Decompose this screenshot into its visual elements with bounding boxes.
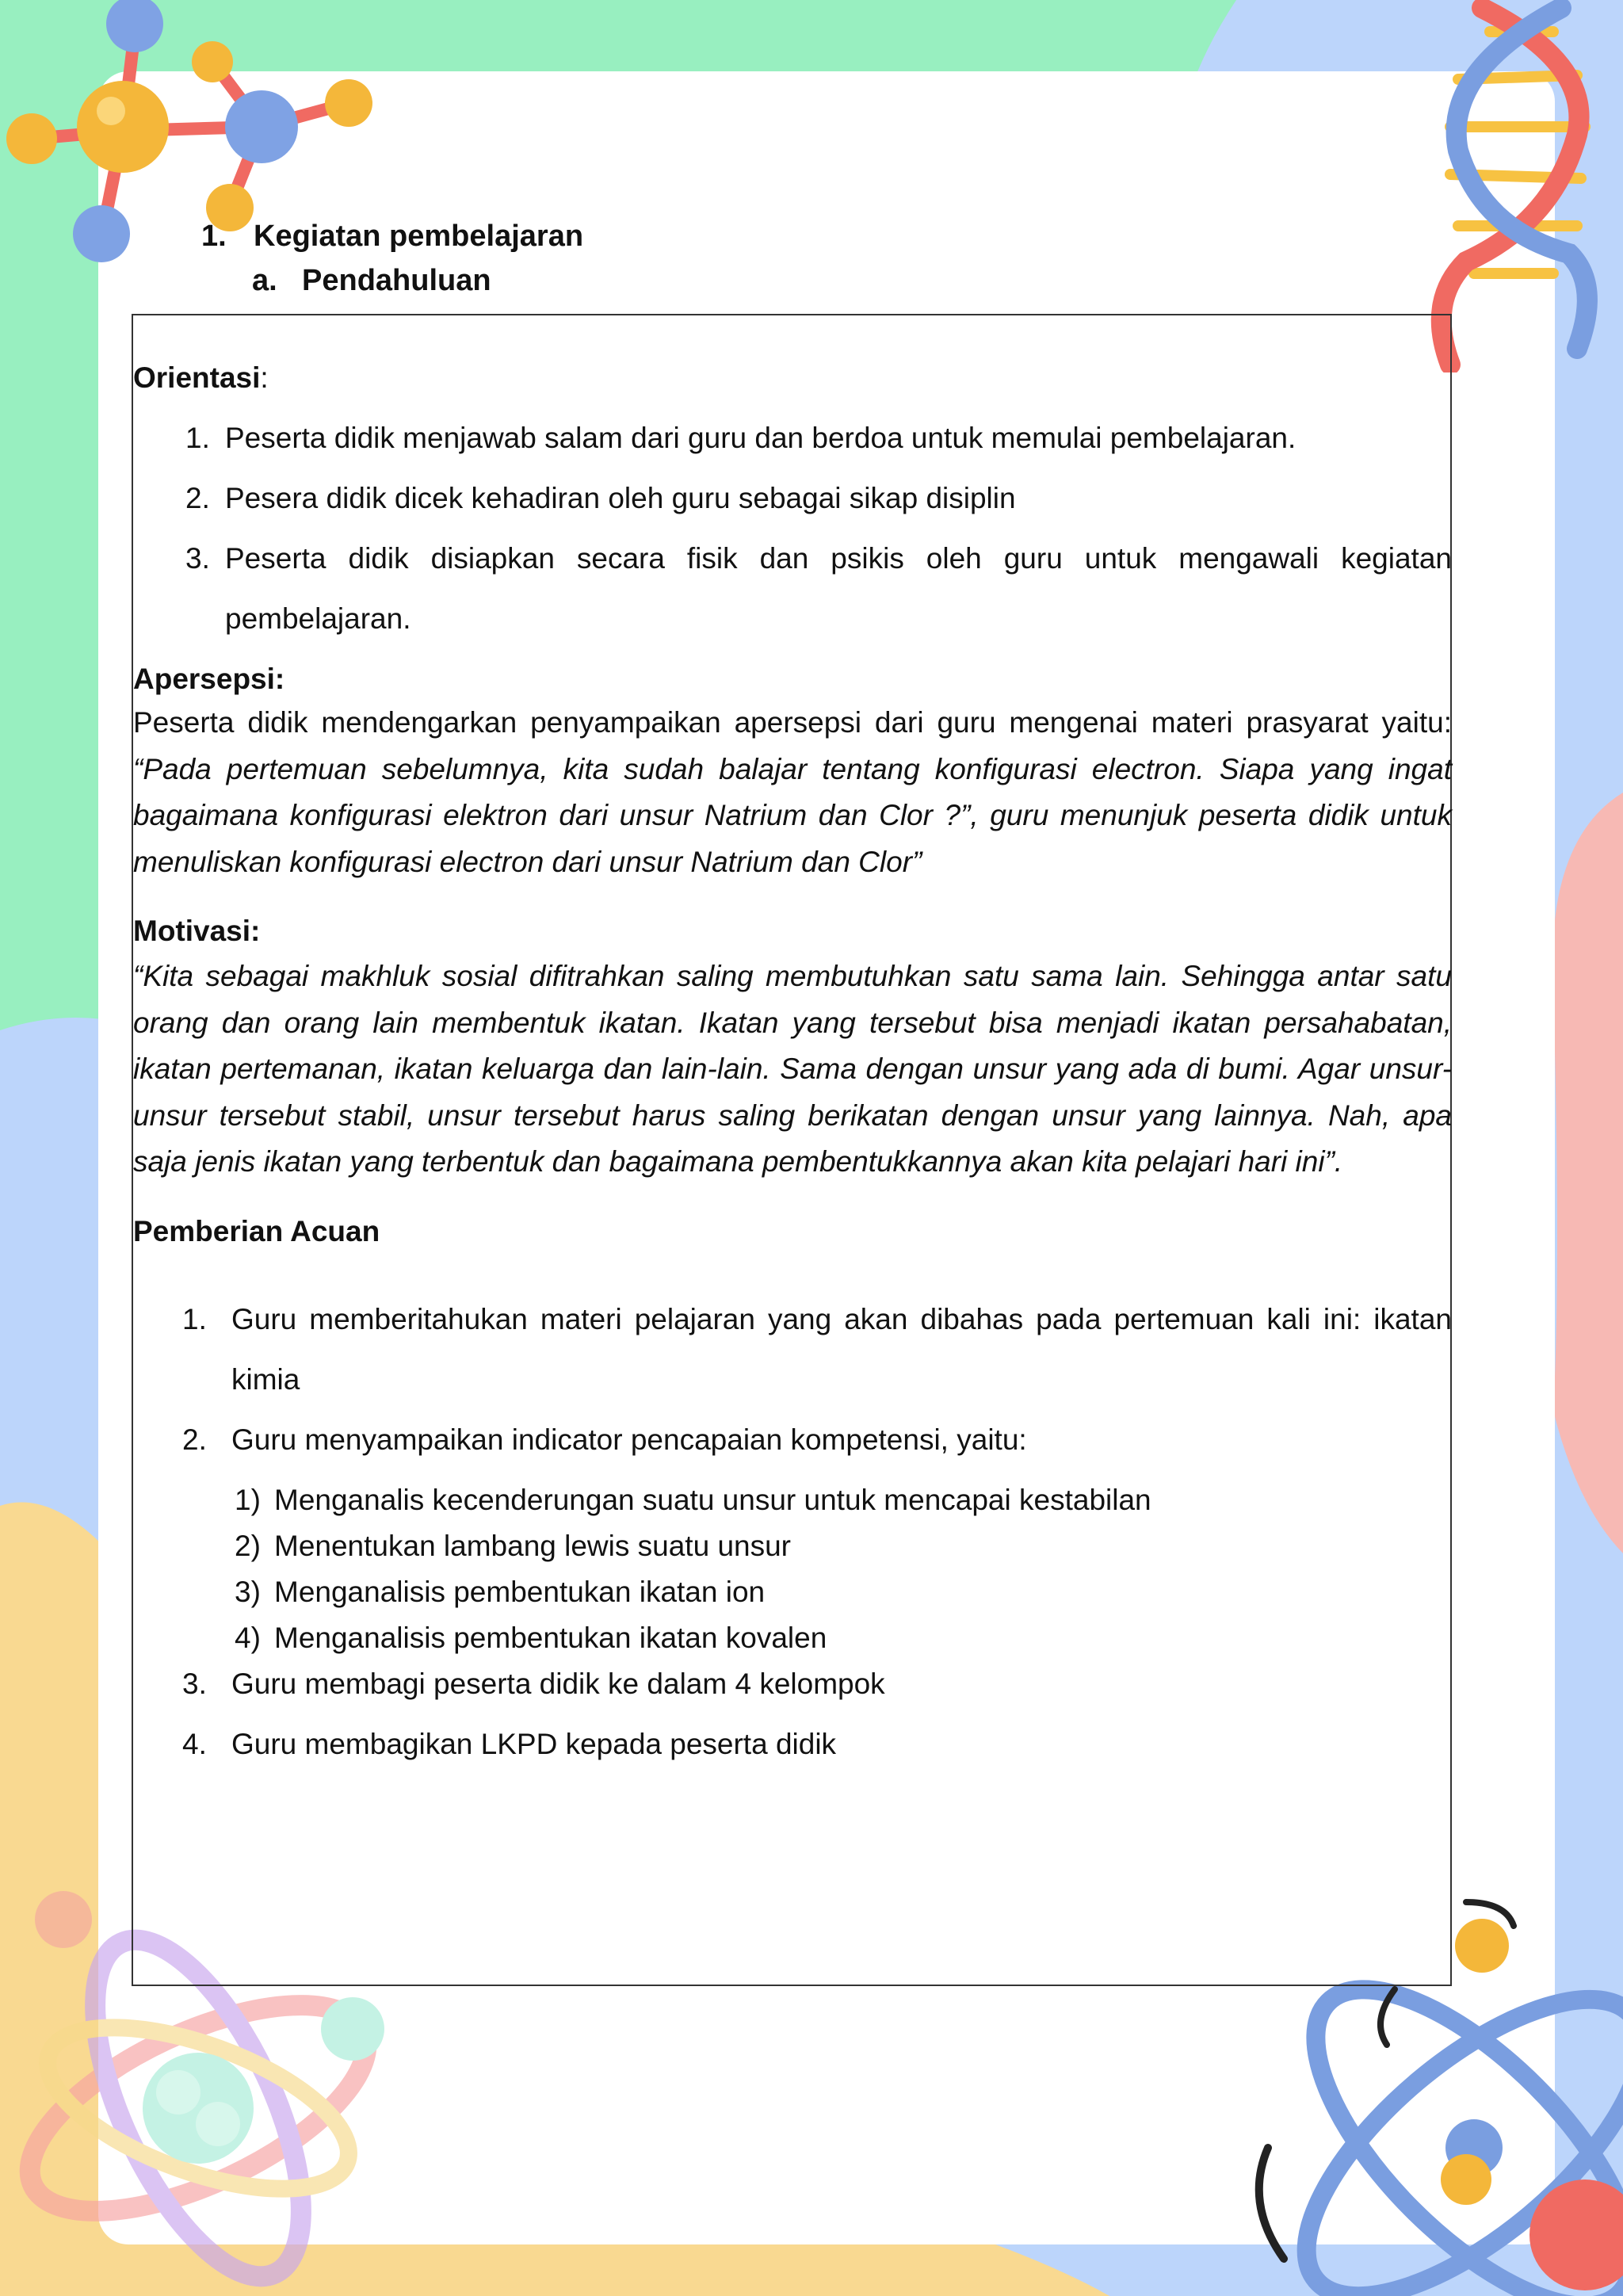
acuan-item-number: 4. [182, 1728, 207, 1760]
activity-box [132, 314, 1452, 1986]
orientasi-item-number: 3. [185, 542, 210, 575]
acuan-item-text-cont: kimia [231, 1363, 300, 1396]
indicator-number: 1) [235, 1484, 261, 1516]
apersepsi-intro: Peserta didik mendengarkan penyampaikan apersepsi dari guru mengenai materi prasyarat yaitu: [133, 706, 1452, 739]
subsection-title: Pendahuluan [302, 264, 491, 297]
indicator-number: 3) [235, 1576, 261, 1608]
acuan-item-number: 1. [182, 1303, 207, 1335]
acuan-item-text: Guru membagi peserta didik ke dalam 4 kelompok [231, 1668, 885, 1700]
indicator-text: Menganalisis pembentukan ikatan ion [274, 1576, 766, 1608]
subsection-heading [252, 260, 491, 301]
orientasi-item-text: Peserta didik disiapkan secara fisik dan psikis oleh guru untuk mengawali kegiatan [225, 542, 1452, 575]
motivasi-quote: “Kita sebagai makhluk sosial difitrahkan saling membutuhkan satu sama lain. Sehingga antar satu orang dan orang lain membentuk ikatan. Ikatan yang tersebut bisa menjadi ikatan persahabatan, ikatan pertemanan, ikatan keluarga dan lain-lain. Sama dengan unsur yang ada di bumi. Agar unsur-unsur tersebut stabil, unsur tersebut harus saling berikatan dengan unsur yang lainnya. Nah, apa saja jenis ikatan yang terbentuk dan bagaimana pembentukkannya akan kita pelajari hari ini”. [133, 960, 1452, 1178]
indicator-number: 2) [235, 1530, 261, 1562]
indicator-text: Menganalis kecenderungan suatu unsur untuk mencapai kestabilan [274, 1484, 1151, 1516]
section-title: Kegiatan pembelajaran [254, 220, 584, 253]
motivasi-label: Motivasi: [133, 915, 261, 947]
orientasi-item-number: 1. [185, 422, 210, 454]
indicator-text: Menentukan lambang lewis suatu unsur [274, 1530, 791, 1562]
acuan-label: Pemberian Acuan [133, 1215, 380, 1247]
section-number: 1. [201, 220, 227, 253]
indicator-text: Menganalisis pembentukan ikatan kovalen [274, 1622, 827, 1654]
acuan-item-1 [182, 1297, 1452, 1408]
apersepsi-quote: “Pada pertemuan sebelumnya, kita sudah balajar tentang konfigurasi electron. Siapa yang ingat bagaimana konfigurasi elektron dari unsur Natrium dan Clor ?”, guru menunjuk peserta didik untuk menuliskan konfigurasi electron dari unsur Natrium dan Clor” [133, 752, 1452, 878]
apersepsi-label: Apersepsi: [133, 663, 285, 695]
apersepsi-text [133, 700, 1452, 885]
indicator-number: 4) [235, 1622, 261, 1654]
orientasi-label-text: Orientasi [133, 361, 261, 394]
orientasi-label [133, 355, 269, 401]
orientasi-colon: : [260, 361, 269, 394]
acuan-item-text: Guru menyampaikan indicator pencapaian kompetensi, yaitu: [231, 1423, 1027, 1456]
orientasi-item-number: 2. [185, 482, 210, 514]
orientasi-item-3 [185, 536, 1452, 647]
subsection-letter: a. [252, 264, 277, 297]
orientasi-item-text-cont: pembelajaran. [225, 602, 411, 635]
acuan-item-text: Guru membagikan LKPD kepada peserta didik [231, 1728, 837, 1760]
orientasi-item-text: Pesera didik dicek kehadiran oleh guru sebagai sikap disiplin [225, 482, 1016, 514]
orientasi-item-text: Peserta didik menjawab salam dari guru dan berdoa untuk memulai pembelajaran. [225, 422, 1296, 454]
acuan-item-number: 2. [182, 1423, 207, 1456]
acuan-item-text: Guru memberitahukan materi pelajaran yang akan dibahas pada pertemuan kali ini: ikatan [231, 1303, 1452, 1335]
acuan-item-number: 3. [182, 1668, 207, 1700]
section-heading [201, 216, 583, 257]
